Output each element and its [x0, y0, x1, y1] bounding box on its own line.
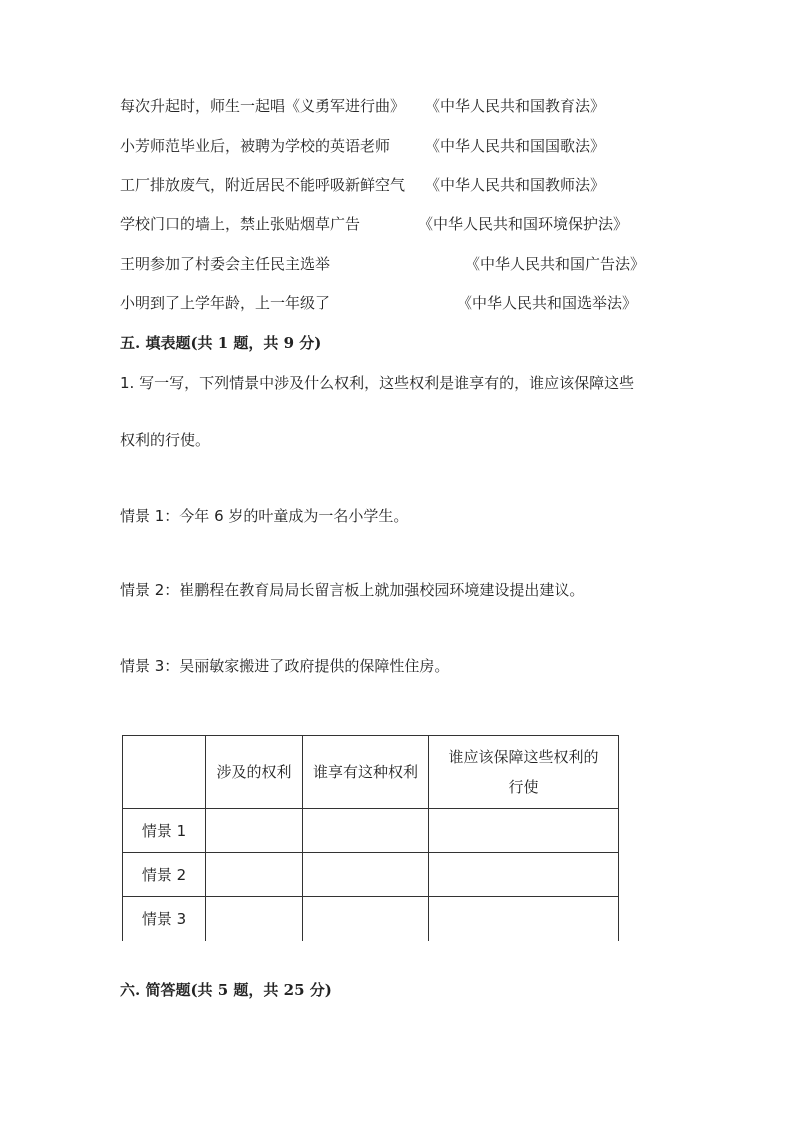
match-right-4: 《中华人民共和国环境保护法》 [418, 215, 629, 233]
question1-line1: 1. 写一写，下列情景中涉及什么权利，这些权利是谁享有的，谁应该保障这些 [120, 374, 635, 392]
answer-cell-holder-2[interactable] [303, 853, 429, 897]
match-left-5: 王明参加了村委会主任民主选举 [120, 255, 331, 273]
question1-line2: 权利的行使。 [120, 431, 211, 449]
row-label-scene-2: 情景 2 [123, 853, 206, 897]
match-left-4: 学校门口的墙上，禁止张贴烟草广告 [120, 215, 361, 233]
table-row [123, 897, 619, 941]
table-row [123, 809, 619, 853]
match-right-2: 《中华人民共和国国歌法》 [425, 137, 606, 155]
table-header-rights: 涉及的权利 [206, 736, 303, 809]
answer-table [122, 735, 619, 941]
section6-heading: 六. 简答题(共 5 题，共 25 分) [120, 981, 332, 999]
answer-cell-rights-2[interactable] [206, 853, 303, 897]
match-right-5: 《中华人民共和国广告法》 [465, 255, 646, 273]
answer-cell-rights-1[interactable] [206, 809, 303, 853]
answer-cell-guarantor-1[interactable] [429, 809, 619, 853]
table-header-guarantor [429, 736, 619, 809]
scene-2-text: 情景 2：崔鹏程在教育局局长留言板上就加强校园环境建设提出建议。 [120, 581, 585, 599]
table-header-corner [123, 736, 206, 809]
match-right-6: 《中华人民共和国选举法》 [457, 294, 638, 312]
table-header-holder: 谁享有这种权利 [303, 736, 429, 809]
row-label-scene-1: 情景 1 [123, 809, 206, 853]
section5-heading: 五. 填表题(共 1 题，共 9 分) [120, 334, 322, 352]
answer-cell-rights-3[interactable] [206, 897, 303, 941]
match-left-1: 每次升起时，师生一起唱《义勇军进行曲》 [120, 97, 406, 115]
answer-cell-holder-3[interactable] [303, 897, 429, 941]
match-left-6: 小明到了上学年龄，上一年级了 [120, 294, 331, 312]
answer-cell-holder-1[interactable] [303, 809, 429, 853]
answer-cell-guarantor-3[interactable] [429, 897, 619, 941]
match-right-1: 《中华人民共和国教育法》 [425, 97, 606, 115]
scene-3-text: 情景 3：吴丽敏家搬进了政府提供的保障性住房。 [120, 657, 450, 675]
table-header-row [123, 736, 619, 809]
match-left-3: 工厂排放废气，附近居民不能呼吸新鲜空气 [120, 176, 406, 194]
table-row [123, 853, 619, 897]
match-right-3: 《中华人民共和国教师法》 [425, 176, 606, 194]
table-header-guarantor-label: 谁应该保障这些权利的行使 [448, 748, 599, 796]
scene-1-text: 情景 1：今年 6 岁的叶童成为一名小学生。 [120, 507, 409, 525]
row-label-scene-3: 情景 3 [123, 897, 206, 941]
match-left-2: 小芳师范毕业后，被聘为学校的英语老师 [120, 137, 391, 155]
answer-cell-guarantor-2[interactable] [429, 853, 619, 897]
